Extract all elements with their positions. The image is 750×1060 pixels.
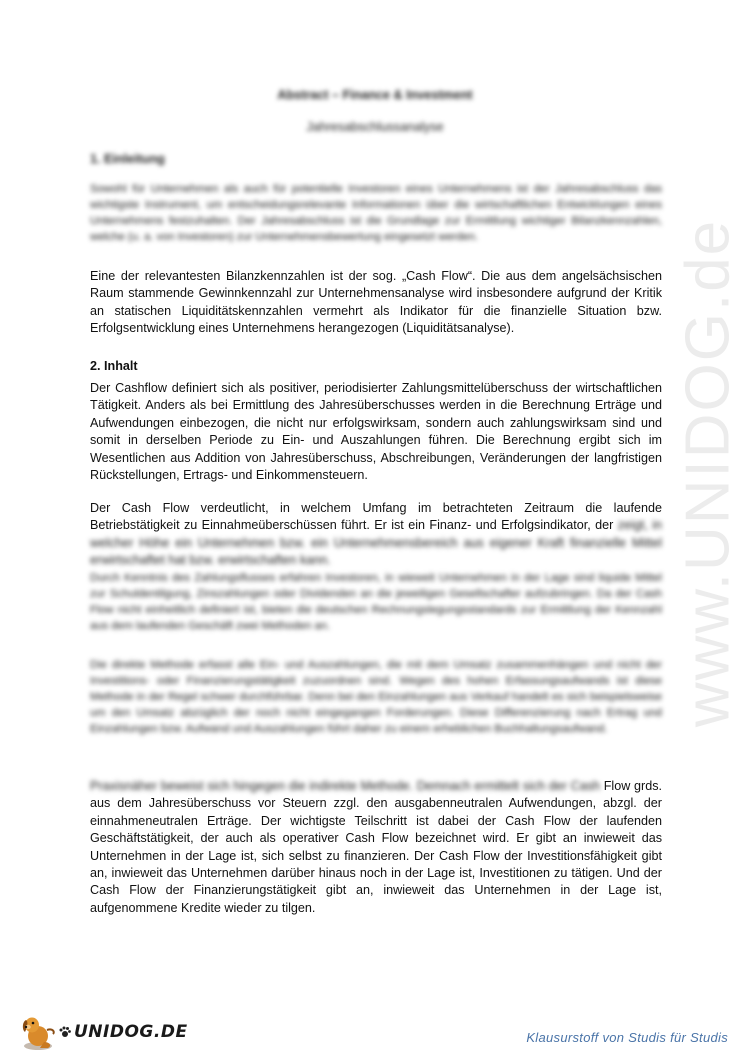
watermark-text: www.UNIDOG.de xyxy=(673,218,743,728)
dog-mascot-icon xyxy=(20,1012,58,1052)
paragraph-5-visible-text: Flow grds. aus dem Jahresüberschuss vor Steuern zzgl. den ausgabenneutralen Aufwendungen, abzgl. der einnahmeneutralen Erträge. Der wichtigste Teilschritt ist dabei der Cash Flow der laufenden Geschäftstätigkeit, der auch als operativer Cash Flow bezeichnet wird. Er gibt an inwieweit das Unternehmen in der Lage ist, sich selbst zu finanzieren. Der Cash Flow der Investitionsfähigkeit gibt an, inwieweit das Unternehmen darüber hinaus noch in der Lage ist, Investitionen zu tätigen. Und der Cash Flow der Finanzierungstätigkeit gibt an, inwieweit das Unternehmen in der Lage ist, aufgenommene Kredite wieder zu tilgen. xyxy=(90,779,662,915)
section-2-heading: 2. Inhalt xyxy=(90,359,138,373)
section-1-intro-paragraph: Sowohl für Unternehmen als auch für potentielle Investoren eines Unternehmens ist der Jahresabschluss das wichtigste Instrument, um entscheidungsrelevante Informationen über die wirtschaftlichen Entwicklungen eines Unternehmens festzuhalten. Der Jahresabschluss ist die Grundlage zur Ermittlung wichtiger Bilanzkennzahlen, welche (u. a. von Investoren) zur Unternehmensbewertung eingesetzt werden. xyxy=(90,183,662,243)
logo-text: UNIDOG.DE xyxy=(74,1022,188,1042)
section-2-paragraph-4: Die direkte Methode erfasst alle Ein- und Auszahlungen, die mit dem Umsatz zusammenhängen und nicht der Investitions- oder Finanzierungstätigkeit zuzuordnen sind. Wegen des hohen Erfassungsaufwands ist diese Methode in der Regel schwer durchführbar. Denn bei den Einzahlungen aus Verkauf handelt es sich beispielsweise um den Umsatz abzüglich der noch nicht eingegangen Forderungen. Diese Differenzierung nach Ertrag und Einzahlungen bzw. Aufwand und Auszahlungen führt daher zu einem erheblichen Buchhaltungsaufwand. xyxy=(90,659,662,735)
section-1-paragraph: Eine der relevantesten Bilanzkennzahlen ist der sog. „Cash Flow“. Die aus dem angelsächsischen Raum stammende Gewinnkennzahl zur Unternehmensanalyse wird insbesondere aufgrund der Kritik an statischen Liquiditätskennzahlen vermehrt als Indikator für die finanzielle Situation bzw. Erfolgsentwicklung eines Unternehmens herangezogen (Liquiditätsanalyse). xyxy=(90,269,662,336)
paw-print-icon xyxy=(58,1025,72,1039)
paragraph-2-blurred-text: zeigt, in welcher Höhe ein Unternehmen bzw. ein Unternehmensbereich aus eigener Kraft finanzielle Mittel erwirtschaftet hat bzw. erwirtschaften kann. xyxy=(90,518,663,568)
paragraph-2-visible-text: Der Cash Flow verdeutlicht, in welchem Umfang im betrachteten Zeitraum die laufende Betriebstätigkeit zu Einnahmeüberschüssen führt. Er ist ein Finanz- und Erfolgsindikator, der xyxy=(90,501,662,533)
document-title: Abstract – Finance & Investment xyxy=(277,88,473,102)
unidog-logo xyxy=(20,1012,188,1052)
section-2-paragraph-3: Durch Kenntnis des Zahlungsflusses erfahren Investoren, in wieweit Unternehmen in der Lage sind liquide Mittel zur Schuldentilgung, Zinszahlungen oder Dividenden an die jeweiligen Gesellschafter aufzubringen. Da der Cash Flow nicht einheitlich definiert ist, bieten die deutschen Rechnungslegungsstandards zur Ermittlung der Kennzahl aus dem laufenden Geschäft zwei Methoden an. xyxy=(90,572,662,632)
paragraph-5-blurred-text: Praxisnäher beweist sich hingegen die indirekte Methode. Demnach ermittelt sich der Cash xyxy=(90,779,601,793)
document-subtitle: Jahresabschlussanalyse xyxy=(306,120,444,134)
section-2-paragraph-2 xyxy=(90,500,662,570)
section-2-paragraph-1: Der Cashflow definiert sich als positiver, periodisierter Zahlungsmittelüberschuss der wirtschaftlichen Tätigkeit. Anders als bei Ermittlung des Jahresüberschusses werden in die Berechnung Erträge und Aufwendungen einbezogen, die nicht nur erfolgswirksam, sondern auch zahlungswirksam sind und somit in derselben Periode zu Ein- und Auszahlungen führen. Die Berechnung ergibt sich im Wesentlichen aus Addition von Jahresüberschuss, Abschreibungen, Veränderungen der langfristigen Rückstellungen, Ertrags- und Einkommensteuern. xyxy=(90,381,662,483)
section-1-heading: 1. Einleitung xyxy=(90,152,165,166)
footer-slogan: Klausurstoff von Studis für Studis xyxy=(526,1030,728,1045)
section-2-paragraph-5 xyxy=(90,778,662,917)
